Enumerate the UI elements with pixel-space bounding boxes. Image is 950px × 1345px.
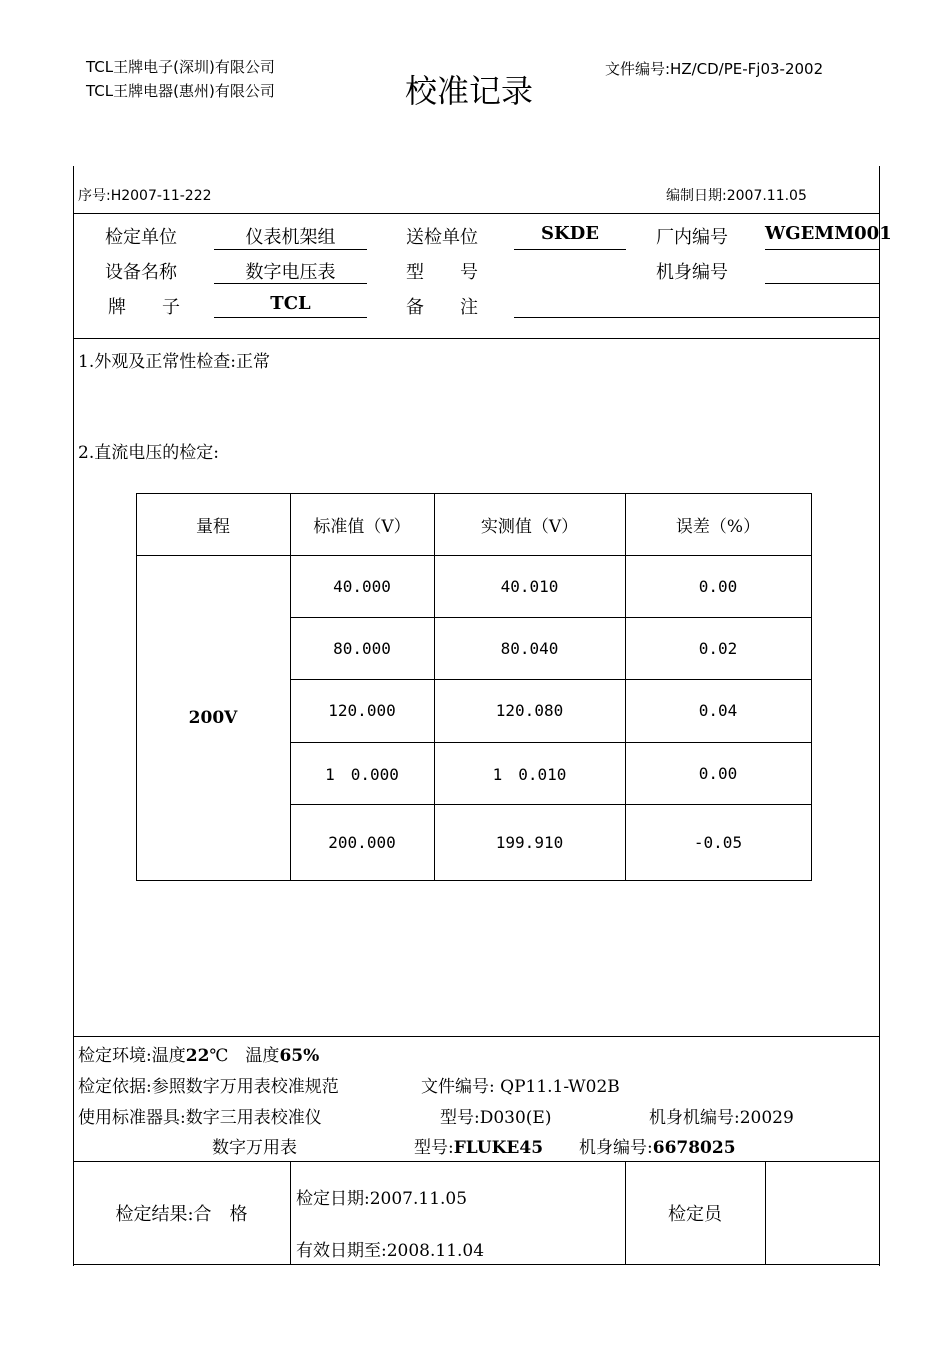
- table-cell-standard: 1 0.000: [325, 764, 399, 784]
- standard-equipment: 使用标准器具:数字三用表校准仪: [78, 1108, 322, 1128]
- header-range: 量程: [196, 516, 230, 537]
- range-cell: 200V: [188, 707, 238, 728]
- company-name-2: TCL王牌电器(惠州)有限公司: [86, 82, 275, 100]
- multimeter-body-value: 6678025: [652, 1138, 736, 1158]
- multimeter-body-label: 机身编号:: [579, 1138, 653, 1158]
- table-cell-error: 0.00: [698, 763, 738, 783]
- frame-left-border: [73, 166, 74, 1266]
- multimeter-body-number: [579, 1133, 736, 1158]
- table-cell-error: 0.00: [698, 576, 738, 596]
- submit-unit-underline: [514, 249, 626, 250]
- inspect-unit-underline: [214, 249, 367, 250]
- basis-document-number: 文件编号: QP11.1-W02B: [421, 1077, 620, 1097]
- table-cell-error: -0.05: [693, 832, 743, 852]
- inspection-date: 检定日期:2007.11.05: [296, 1189, 468, 1209]
- multimeter-model: [414, 1133, 543, 1158]
- compile-date: 编制日期:2007.11.05: [666, 188, 807, 204]
- remark-label: 备 注: [406, 297, 478, 318]
- environment-prefix: 检定环境:温度: [78, 1046, 186, 1066]
- table-cell-measured: 80.040: [500, 638, 559, 658]
- device-name-label: 设备名称: [105, 262, 177, 283]
- document-number: 文件编号:HZ/CD/PE-Fj03-2002: [605, 60, 824, 78]
- table-cell-standard: 40.000: [333, 576, 391, 596]
- table-border-bottom: [136, 880, 812, 881]
- standard-equipment-model: 型号:D030(E): [440, 1108, 552, 1128]
- brand-label: 牌 子: [108, 297, 180, 318]
- device-name-underline: [214, 283, 367, 284]
- header-measured-value: 实测值（V）: [480, 516, 579, 537]
- factory-number-label: 厂内编号: [656, 227, 728, 248]
- header-standard-value: 标准值（V）: [313, 516, 411, 537]
- standard-equipment-body-number: 机身机编号:20029: [649, 1108, 794, 1128]
- valid-until-date: 有效日期至:2008.11.04: [296, 1241, 485, 1261]
- table-cell-error: 0.02: [698, 638, 738, 658]
- humidity-value: 65%: [279, 1046, 320, 1066]
- document-title: 校准记录: [405, 72, 534, 110]
- device-name-value: 数字电压表: [245, 262, 336, 283]
- table-cell-measured: 1 0.010: [492, 764, 567, 784]
- inspector-label: 检定员: [668, 1203, 722, 1225]
- header-error: 误差（%）: [675, 516, 761, 537]
- table-cell-standard: 80.000: [333, 638, 391, 658]
- inspect-unit-value: 仪表机架组: [245, 227, 336, 248]
- environment-mid: ℃ 温度: [209, 1046, 280, 1066]
- table-cell-standard: 120.000: [328, 701, 396, 720]
- table-cell-measured: 199.910: [495, 832, 564, 852]
- brand-value: TCL: [270, 293, 311, 314]
- factory-number-value: WGEMM001: [765, 223, 892, 244]
- body-number-label: 机身编号: [656, 262, 728, 283]
- model-label: 型 号: [406, 262, 478, 283]
- body-number-underline: [765, 283, 879, 284]
- inspector-signature: [765, 1161, 879, 1264]
- submit-unit-label: 送检单位: [406, 227, 478, 248]
- meta-divider: [73, 213, 880, 214]
- serial-number: 序号:H2007-11-222: [78, 188, 212, 204]
- table-cell-measured: 120.080: [495, 701, 564, 720]
- frame-right-border: [879, 166, 880, 1266]
- brand-underline: [214, 317, 367, 318]
- table-cell-error: 0.04: [698, 701, 738, 720]
- table-cell-standard: 200.000: [328, 832, 396, 852]
- environment-divider: [73, 1036, 880, 1037]
- inspect-unit-label: 检定单位: [105, 227, 177, 248]
- calibration-basis: 检定依据:参照数字万用表校准规范: [78, 1077, 339, 1097]
- environment-line: [78, 1041, 319, 1066]
- table-border-right: [811, 493, 812, 881]
- info-divider: [73, 338, 880, 339]
- result-bottom-border: [73, 1264, 880, 1265]
- company-name-1: TCL王牌电子(深圳)有限公司: [86, 58, 275, 76]
- table-cell-measured: 40.010: [500, 576, 559, 596]
- dc-voltage-heading: 2.直流电压的检定:: [78, 443, 219, 463]
- remark-underline: [514, 317, 879, 318]
- multimeter-model-value: FLUKE45: [453, 1138, 544, 1158]
- appearance-check: 1.外观及正常性检查:正常: [78, 352, 270, 372]
- result-col-line-1: [290, 1161, 291, 1265]
- multimeter-name: 数字万用表: [212, 1138, 297, 1158]
- temperature-value: 22: [185, 1046, 210, 1066]
- factory-number-underline: [765, 249, 879, 250]
- calibration-result: 检定结果:合 格: [115, 1203, 248, 1225]
- multimeter-model-label: 型号:: [414, 1138, 454, 1158]
- submit-unit-value: SKDE: [541, 223, 599, 244]
